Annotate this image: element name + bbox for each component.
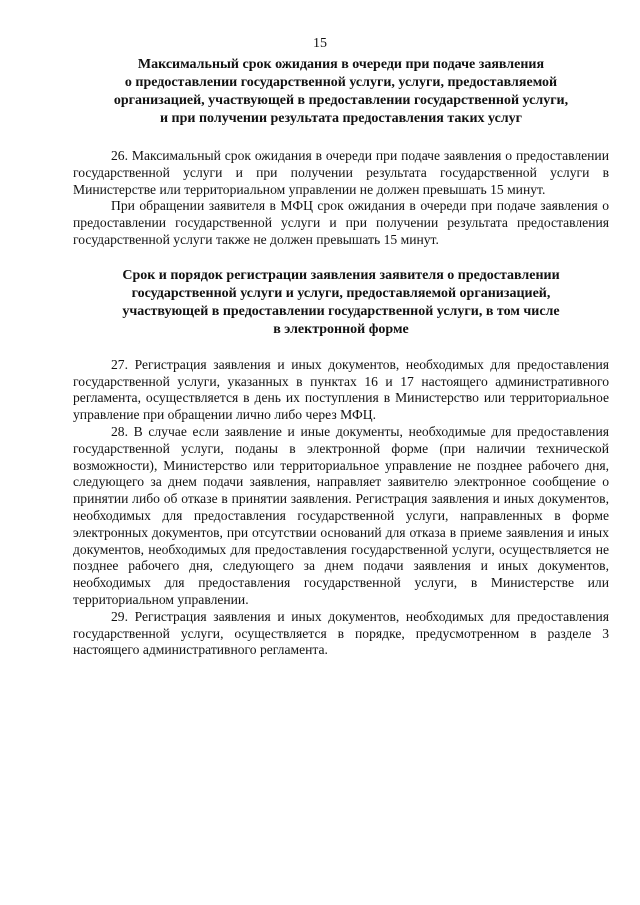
heading-line: Срок и порядок регистрации заявления заявителя о предоставлении xyxy=(122,267,560,283)
paragraph-mfc-wait: При обращении заявителя в МФЦ срок ожидания в очереди при подаче заявления о предоставлении государственной услуги и при получении результата предоставления государственной услуги также не должен превышать 15 минут. xyxy=(73,198,609,247)
heading-line: организацией, участвующей в предоставлении государственной услуги, xyxy=(113,93,569,108)
paragraph-28: 28. В случае если заявление и иные документы, необходимые для предоставления государственной услуги, поданы в электронной форме (при наличии технической возможности), Министерство или территориальное управление не позднее рабочего дня, следующего за днем подачи заявления, направляет заявителю электронное сообщение о принятии либо об отказе в принятии заявления. Регистрация заявления и иных документов, необходимых для предоставления государственной услуги, направленных в форме электронных документов, при отсутствии оснований для отказа в приеме заявления и иных документов, необходимых для предоставления государственной услуги, осуществляется не позднее рабочего дня, следующего за днем подачи заявления и иных документов, необходимых для предоставления государственной услуги, в Министерстве или территориальном управлении. xyxy=(73,423,609,607)
heading-line: в электронной форме xyxy=(273,321,409,337)
heading-line: и при получении результата предоставления таких услуг xyxy=(159,111,523,126)
section-heading-wait-time xyxy=(73,56,609,128)
section-heading-registration xyxy=(73,267,609,339)
heading-line: о предоставлении государственной услуги, услуги, предоставляемой xyxy=(124,75,558,90)
page-number: 15 xyxy=(313,36,327,51)
paragraph-29: 29. Регистрация заявления и иных документов, необходимых для предоставления государственной услуги, осуществляется в порядке, предусмотренном в разделе 3 настоящего административного регламента. xyxy=(73,608,609,658)
heading-line: участвующей в предоставлении государственной услуги, в том числе xyxy=(122,303,560,319)
paragraph-26: 26. Максимальный срок ожидания в очереди при подаче заявления о предоставлении государственной услуги и при получении результата государственной услуги в Министерстве или территориальном управлении не должен превышать 15 минут. xyxy=(73,148,609,197)
document-content xyxy=(73,56,609,659)
heading-line: государственной услуги и услуги, предоставляемой организацией, xyxy=(131,285,551,301)
heading-line: Максимальный срок ожидания в очереди при подаче заявления xyxy=(137,57,545,72)
paragraph-27: 27. Регистрация заявления и иных документов, необходимых для предоставления государственной услуги, указанных в пунктах 16 и 17 настоящего административного регламента, осуществляется в день их поступления в Министерство или территориальное управление при обращении лично либо через МФЦ. xyxy=(73,356,609,423)
